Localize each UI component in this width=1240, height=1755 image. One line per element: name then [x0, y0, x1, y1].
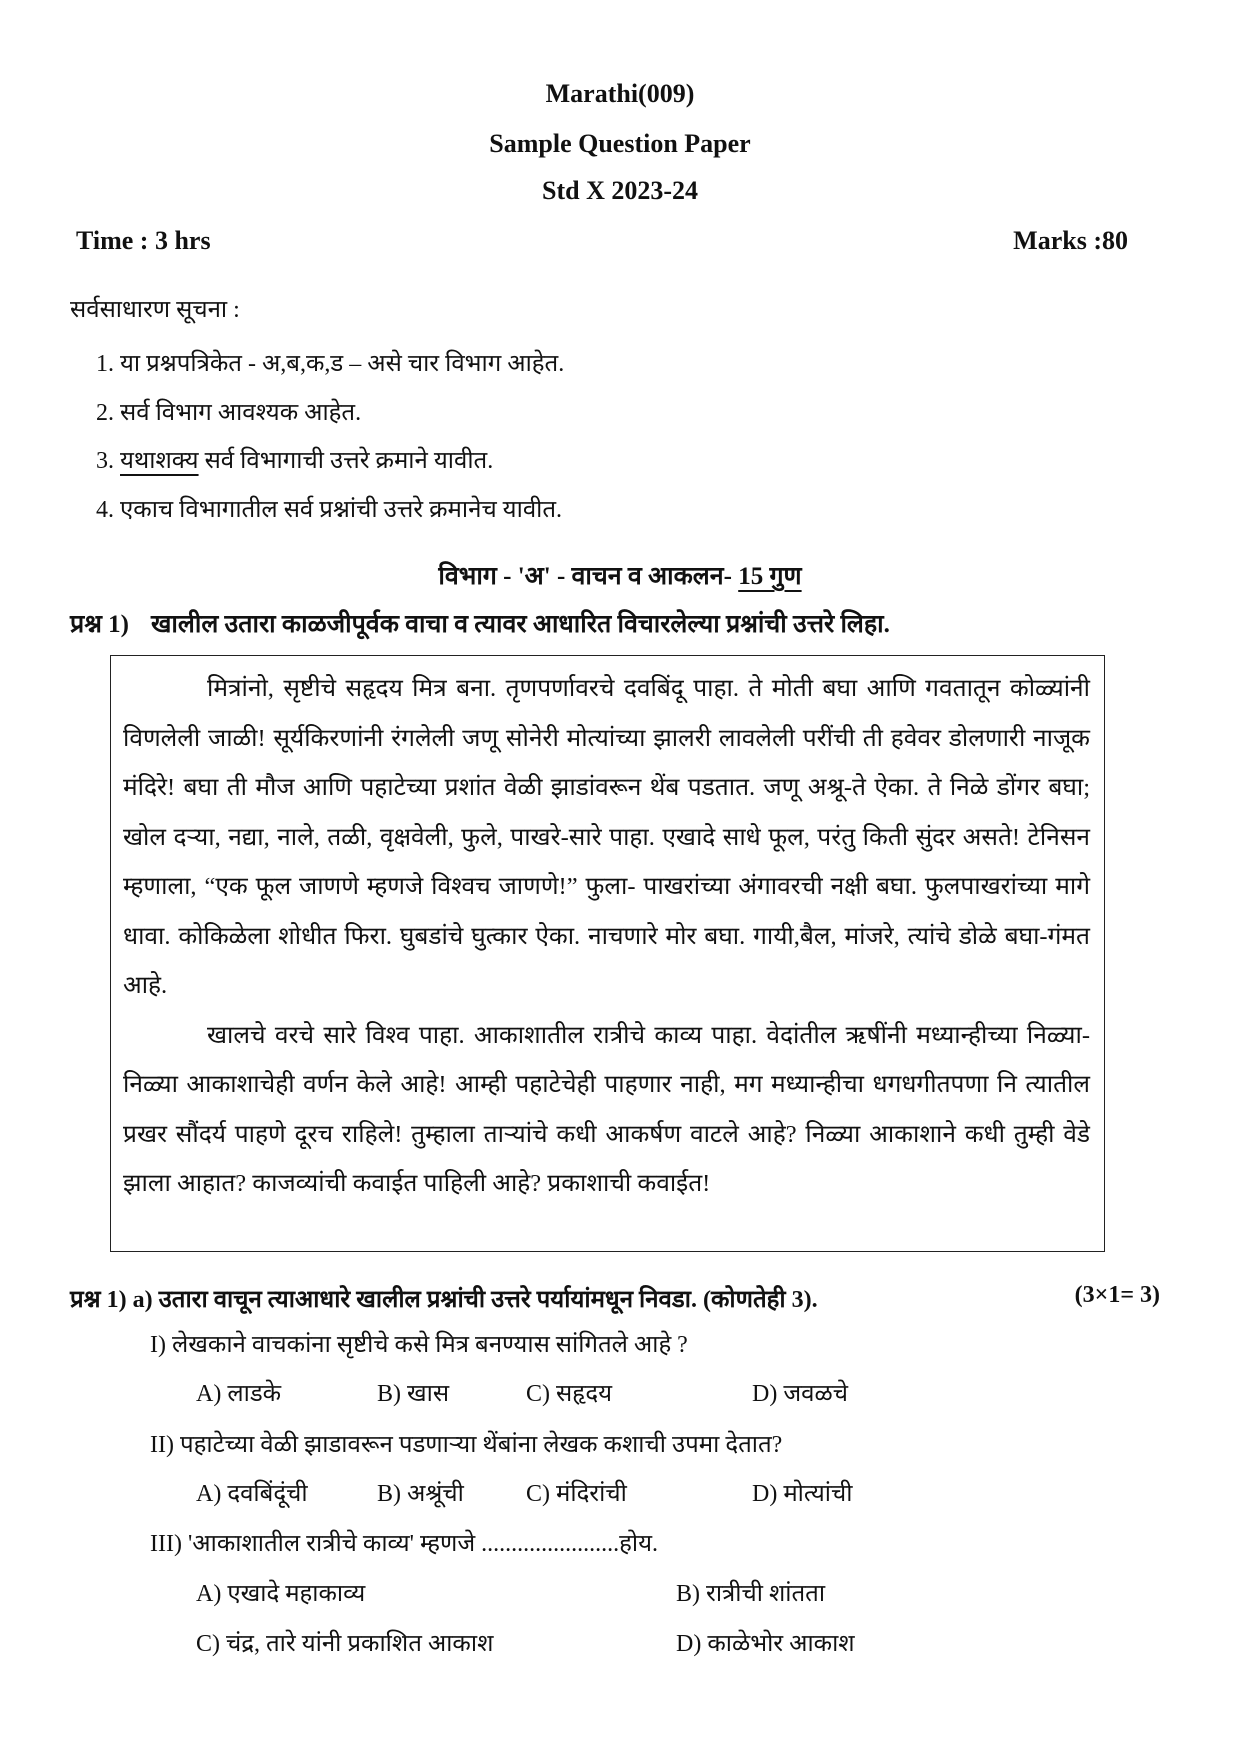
option-c[interactable]: [526, 1376, 612, 1409]
instruction-text: एकाच विभागातील सर्व प्रश्नांची उत्तरे क्रमानेच यावीत.: [120, 496, 563, 523]
option-text: मंदिरांची: [556, 1481, 627, 1507]
question-instruction: खालील उतारा काळजीपूर्वक वाचा व त्यावर आधारित विचारलेल्या प्रश्नांची उत्तरे लिहा.: [150, 611, 890, 638]
question-1a-heading: [70, 1282, 1160, 1315]
option-key: B): [377, 1481, 401, 1507]
option-b[interactable]: [377, 1376, 449, 1409]
option-text: सहृदय: [556, 1381, 613, 1407]
section-marks: 15 गुण: [738, 563, 802, 590]
instructions-title: सर्वसाधारण सूचना :: [70, 297, 240, 323]
option-d[interactable]: [752, 1376, 848, 1409]
reading-passage-box: [110, 655, 1105, 1252]
instruction-underlined-word: यथाशक्य: [120, 448, 199, 474]
option-text: दवबिंदूंची: [227, 1481, 308, 1507]
option-text: अश्रूंची: [407, 1481, 464, 1507]
option-a[interactable]: [196, 1576, 365, 1609]
subquestion-label: I): [150, 1332, 166, 1358]
option-b[interactable]: [377, 1476, 464, 1509]
section-title-text: विभाग - 'अ' - वाचन व आकलन-: [438, 563, 739, 590]
option-b[interactable]: [676, 1576, 825, 1609]
instruction-text: सर्व विभागाची उत्तरे क्रमाने यावीत.: [198, 448, 494, 474]
subquestion-1: [150, 1327, 688, 1360]
option-key: C): [196, 1631, 220, 1657]
option-key: C): [526, 1481, 550, 1507]
section-a-title: [0, 558, 1240, 592]
instruction-item: [96, 486, 564, 535]
subquestion-3: [150, 1526, 658, 1559]
subquestion-text: 'आकाशातील रात्रीचे काव्य' म्हणजे .......................होय.: [187, 1531, 659, 1557]
paper-title: Sample Question Paper: [489, 129, 751, 158]
option-text: खास: [407, 1381, 450, 1407]
option-key: D): [676, 1631, 702, 1657]
option-a[interactable]: [196, 1376, 281, 1409]
option-key: B): [377, 1381, 401, 1407]
option-text: एखादे महाकाव्य: [227, 1581, 366, 1607]
instruction-item: [96, 389, 564, 438]
subquestion-label: III): [150, 1531, 182, 1557]
question-1a-marks: (3×1= 3): [1074, 1282, 1160, 1308]
option-text: काळेभोर आकाश: [707, 1631, 855, 1657]
question-1a-text: प्रश्न 1) a) उतारा वाचून त्याआधारे खालील प्रश्नांची उत्तरे पर्यायांमधून निवडा. (कोणतेही 3).: [70, 1287, 818, 1313]
option-key: B): [676, 1581, 700, 1607]
subject-code: Marathi(009): [545, 79, 695, 108]
option-key: D): [752, 1381, 778, 1407]
question-1-heading: [70, 606, 890, 640]
option-text: जवळचे: [783, 1381, 848, 1407]
instruction-text: सर्व विभाग आवश्यक आहेत.: [120, 399, 362, 426]
option-c[interactable]: [196, 1626, 493, 1659]
subquestion-2: [150, 1427, 782, 1460]
passage-paragraph-2: खालचे वरचे सारे विश्व पाहा. आकाशातील रात्रीचे काव्य पाहा. वेदांतील ऋषींनी मध्यान्हीच्या निळ्या-निळ्या आकाशाचेही वर्णन केले आहे! आम्ही पहाटेचेही पाहणार नाही, मग मध्यान्हीचा धगधगीतपणा नि त्यातील प्रखर सौंदर्य पाहणे दूरच राहिले! तुम्हाला ताऱ्यांचे कधी आकर्षण वाटले आहे? निळ्या आकाशाने कधी तुम्ही वेडे झाला आहात? काजव्यांची कवाईत पाहिली आहे? प्रकाशाची कवाईत!: [123, 1021, 1090, 1197]
option-key: A): [196, 1481, 222, 1507]
instruction-number: 2.: [96, 399, 114, 426]
option-d[interactable]: [752, 1476, 852, 1509]
time-duration: Time : 3 hrs: [76, 226, 211, 255]
instruction-number: 1.: [96, 351, 114, 377]
instruction-number: 4.: [96, 496, 114, 523]
instructions-list: [96, 340, 564, 534]
passage-paragraph-1: मित्रांनो, सृष्टीचे सहृदय मित्र बना. तृणपर्णावरचे दवबिंदू पाहा. ते मोती बघा आणि गवतातून कोळ्यांनी विणलेली जाळी! सूर्यकिरणांनी रंगलेली जणू सोनेरी मोत्यांच्या झालरी लावलेली परींची ती हवेवर डोलणारी नाजूक मंदिरे! बघा ती मौज आणि पहाटेच्या प्रशांत वेळी झाडांवरून थेंब पडतात. जणू अश्रू-ते ऐका. ते निळे डोंगर बघा; खोल दऱ्या, नद्या, नाले, तळी, वृक्षवेली, फुले, पाखरे-सारे पाहा. एखादे साधे फूल, परंतु किती सुंदर असते! टेनिसन म्हणाला, “एक फूल जाणणे म्हणजे विश्वच जाणणे!” फुला- पाखरांच्या अंगावरची नक्षी बघा. फुलपाखरांच्या मागे धावा. कोकिळेला शोधीत फिरा. घुबडांचे घुत्कार ऐका. नाचणारे मोर बघा. गायी,बैल, मांजरे, त्यांचे डोळे बघा-गंमत आहे.: [123, 675, 1090, 999]
option-c[interactable]: [526, 1476, 627, 1509]
option-text: चंद्र, तारे यांनी प्रकाशित आकाश: [226, 1631, 494, 1657]
option-key: A): [196, 1581, 222, 1607]
instruction-item: [96, 437, 564, 486]
instruction-text: या प्रश्नपत्रिकेत - अ,ब,क,ड – असे चार विभाग आहेत.: [120, 351, 565, 377]
subquestion-label: II): [150, 1432, 174, 1458]
option-text: रात्रीची शांतता: [706, 1581, 826, 1607]
total-marks: Marks :80: [1013, 226, 1128, 255]
option-key: A): [196, 1381, 222, 1407]
option-text: मोत्यांची: [783, 1481, 853, 1507]
option-a[interactable]: [196, 1476, 308, 1509]
question-number: प्रश्न 1): [70, 611, 129, 638]
option-key: D): [752, 1481, 778, 1507]
standard-year: Std X 2023-24: [541, 176, 698, 205]
subquestion-text: लेखकाने वाचकांना सृष्टीचे कसे मित्र बनण्यास सांगितले आहे ?: [171, 1332, 688, 1358]
option-d[interactable]: [676, 1626, 855, 1659]
option-text: लाडके: [227, 1381, 282, 1407]
subquestion-text: पहाटेच्या वेळी झाडावरून पडणाऱ्या थेंबांना लेखक कशाची उपमा देतात?: [179, 1432, 783, 1458]
option-key: C): [526, 1381, 550, 1407]
instruction-number: 3.: [96, 448, 114, 474]
instruction-item: [96, 340, 564, 389]
